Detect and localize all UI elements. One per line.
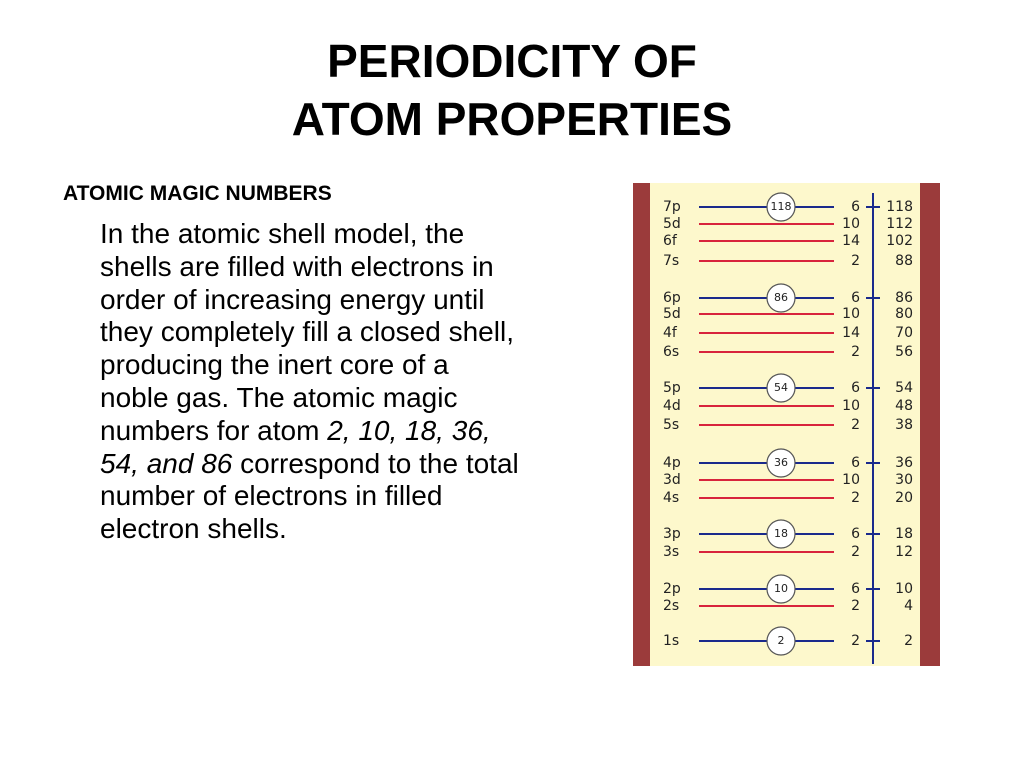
electron-count: 2 [851,598,860,614]
electron-count: 6 [851,380,860,396]
cumulative-total: 30 [895,472,913,488]
cumulative-total: 86 [895,290,913,306]
electron-count: 2 [851,490,860,506]
body-text-part-1: In the atomic shell model, the shells are filled with electrons in order of increasing energy until they completely fill a closed shell, producing the inert core of a noble gas. The atomic magic numbers for atom [100,218,514,446]
electron-count: 6 [851,526,860,542]
orbital-label: 2s [663,598,680,614]
title-line-1: PERIODICITY OF [327,35,697,87]
cumulative-total: 2 [904,633,913,649]
cumulative-total: 12 [895,544,913,560]
orbital-label: 7p [663,199,681,215]
orbital-label: 6p [663,290,681,306]
cumulative-total: 56 [895,344,913,360]
cumulative-total: 112 [886,216,913,232]
electron-count: 6 [851,199,860,215]
magic-number-label: 54 [774,381,788,394]
orbital-label: 6f [663,233,677,249]
cumulative-total: 20 [895,490,913,506]
shell-diagram-svg [633,183,940,666]
cumulative-total: 18 [895,526,913,542]
body-text-part-2: correspond to the total number of electrons in filled electron shells [100,447,519,545]
cumulative-total: 10 [895,581,913,597]
electron-count: 10 [842,472,860,488]
electron-count: 14 [842,233,860,249]
title-line-2: ATOM PROPERTIES [291,93,733,145]
electron-count: 6 [851,290,860,306]
orbital-label: 5p [663,380,681,396]
cumulative-total: 54 [895,380,913,396]
magic-number-label: 118 [770,200,792,213]
cumulative-total: 102 [886,233,913,249]
electron-count: 2 [851,417,860,433]
electron-count: 10 [842,306,860,322]
body-paragraph [100,218,520,546]
electron-count: 10 [842,216,860,232]
orbital-label: 3p [663,526,681,542]
orbital-label: 4f [663,325,677,341]
orbital-label: 3s [663,544,680,560]
slide-title [0,32,1024,148]
magic-number-label: 10 [774,582,788,595]
cumulative-total: 38 [895,417,913,433]
orbital-label: 1s [663,633,680,649]
magic-number-label: 2 [777,634,785,647]
orbital-label: 4p [663,455,681,471]
cumulative-total: 118 [886,199,913,215]
orbital-label: 5d [663,306,681,322]
electron-count: 14 [842,325,860,341]
cumulative-total: 4 [904,598,913,614]
magic-number-label: 36 [774,456,788,469]
electron-count: 2 [851,253,860,269]
cumulative-total: 70 [895,325,913,341]
section-heading: ATOMIC MAGIC NUMBERS [63,182,332,205]
magic-number-label: 86 [774,291,788,304]
electron-count: 6 [851,581,860,597]
orbital-label: 5s [663,417,680,433]
electron-count: 2 [851,344,860,360]
orbital-label: 6s [663,344,680,360]
electron-count: 10 [842,398,860,414]
shell-filling-diagram [633,183,940,666]
cumulative-total: 36 [895,455,913,471]
orbital-label: 7s [663,253,680,269]
orbital-label: 5d [663,216,681,232]
orbital-label: 2p [663,581,681,597]
orbital-label: 3d [663,472,681,488]
electron-count: 6 [851,455,860,471]
orbital-label: 4d [663,398,681,414]
magic-numbers-italic: 2, 10, 18, 36, 54, and 86 [100,414,491,479]
cumulative-total: 48 [895,398,913,414]
body-period: . [278,513,287,545]
magic-number-label: 18 [774,527,788,540]
electron-count: 2 [851,633,860,649]
orbital-label: 4s [663,490,680,506]
electron-count: 2 [851,544,860,560]
cumulative-total: 88 [895,253,913,269]
cumulative-total: 80 [895,306,913,322]
